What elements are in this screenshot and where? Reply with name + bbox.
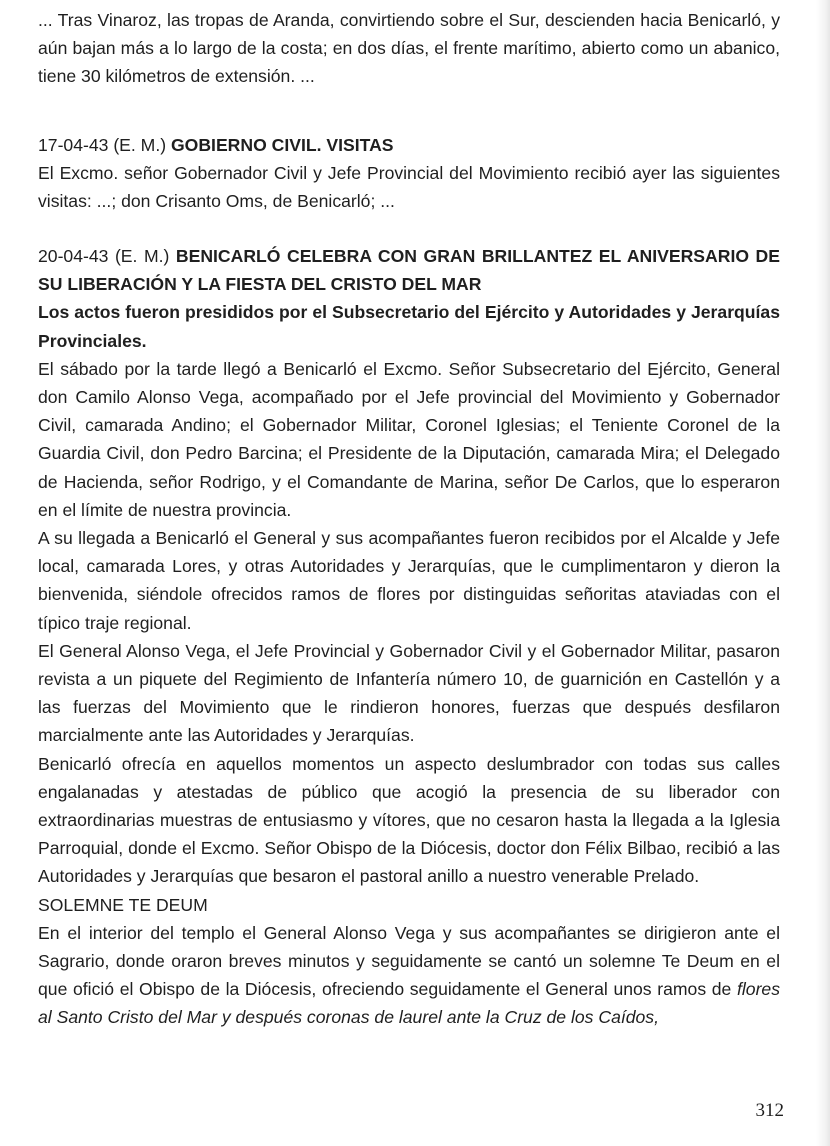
body-paragraph: Benicarló ofrecía en aquellos momentos un aspecto deslumbrador con todas sus calles engalanadas y atestadas de público que acogió la presencia de su liberador con extraordinarias muestras de entusiasmo y vítores, que no cesaron hasta la llegada a la Iglesia Parroquial, donde el Excmo. Señor Obispo de la Diócesis, doctor don Félix Bilbao, recibió a las Autoridades y Jerarquías que besaron el pastoral anillo a nuestro venerable Prelado. bbox=[38, 753, 780, 887]
entry-benicarlo bbox=[38, 242, 780, 1032]
entry-date-source: 20-04-43 (E. M.) bbox=[38, 246, 170, 266]
entry-body: El Excmo. señor Gobernador Civil y Jefe Provincial del Movimiento recibió ayer las siguientes visitas: ...; don Crisanto Oms, de Benicarló; ... bbox=[38, 163, 780, 212]
section-title: SOLEMNE TE DEUM bbox=[38, 894, 208, 915]
section-body-upright: En el interior del templo el General Alonso Vega y sus acompañantes se dirigieron ante el Sagrario, donde oraron breves minutos y seguidamente se cantó un solemne Te Deum en el que ofició el Obispo de la Diócesis, ofreciendo seguidamente el General unos ramos de bbox=[38, 922, 780, 1000]
intro-paragraph: ... Tras Vinaroz, las tropas de Aranda, convirtiendo sobre el Sur, descienden hacia Benicarló, y aún bajan más a lo largo de la costa; en dos días, el frente marítimo, abierto como un abanico, tiene 30 kilómetros de extensión. ... bbox=[38, 10, 780, 87]
body-paragraph: El General Alonso Vega, el Jefe Provincial y Gobernador Civil y el Gobernador Militar, pasaron revista a un piquete del Regimiento de Infantería número 10, de guarnición en Castellón y a las fuerzas del Movimiento que le rindieron honores, fuerzas que después desfilaron marcialmente ante las Autoridades y Jerarquías. bbox=[38, 640, 780, 746]
body-paragraph: El sábado por la tarde llegó a Benicarló el Excmo. Señor Subsecretario del Ejército, General don Camilo Alonso Vega, acompañado por el Jefe provincial del Movimiento y Gobernador Civil, camarada Andino; el Gobernador Militar, Coronel Iglesias; el Teniente Coronel de la Guardia Civil, don Pedro Barcina; el Presidente de la Diputación, camarada Mira; el Delegado de Hacienda, señor Rodrigo, y el Comandante de Marina, señor De Carlos, que lo esperaron en el límite de nuestra provincia. bbox=[38, 358, 780, 520]
entry-date-source: 17-04-43 (E. M.) bbox=[38, 135, 167, 155]
entry-headline: GOBIERNO CIVIL. VISITAS bbox=[170, 135, 394, 155]
section-body-italic: flores al Santo Cristo del Mar y después coronas de laurel ante la Cruz de los Caídos, bbox=[38, 979, 781, 1028]
body-paragraph: A su llegada a Benicarló el General y sus acompañantes fueron recibidos por el Alcalde y Jefe local, camarada Lores, y otras Autoridades y Jerarquías, que le cumplimentaron y dieron la bienvenida, siéndole ofrecidos ramos de flores por distinguidas señoritas ataviadas con el típico traje regional. bbox=[38, 528, 780, 633]
page-number: 312 bbox=[755, 1100, 784, 1121]
entry-subheadline: Los actos fueron presididos por el Subsecretario del Ejército y Autoridades y Jerarquías Provinciales. bbox=[38, 302, 780, 351]
section-body bbox=[38, 919, 780, 1032]
page-edge-shadow bbox=[816, 0, 830, 1146]
entry-headline: BENICARLÓ CELEBRA CON GRAN BRILLANTEZ EL ANIVERSARIO DE SU LIBERACIÓN Y LA FIESTA DEL CRISTO DEL MAR bbox=[38, 246, 780, 295]
entry-visitas bbox=[38, 131, 780, 216]
entry-headline-block bbox=[38, 242, 780, 298]
